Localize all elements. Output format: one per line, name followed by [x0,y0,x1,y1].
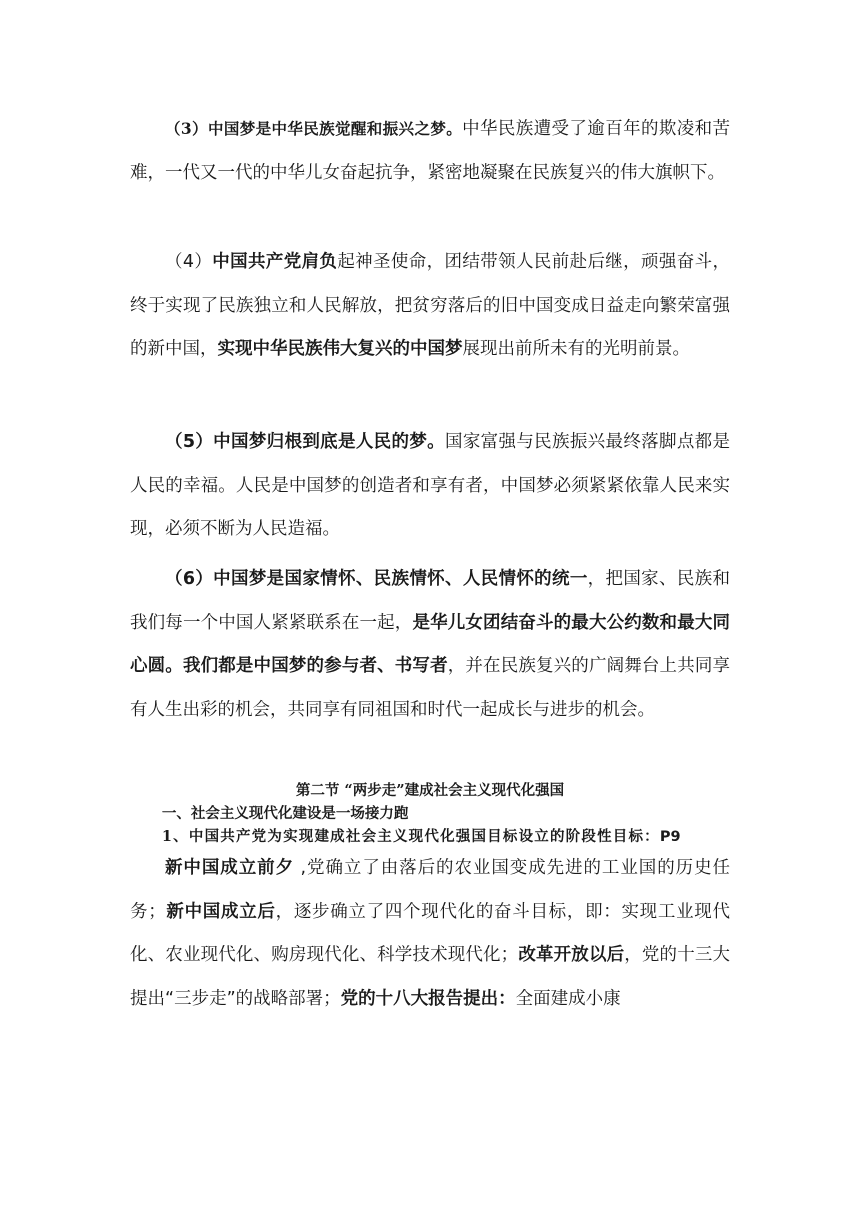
paragraph-7-bold-4: 党的十八大报告提出： [340,988,516,1009]
paragraph-6 [130,558,730,732]
section-title: 第二节 “两步走”建成社会主义现代化强国 [295,782,565,799]
paragraph-4 [130,241,730,372]
paragraph-6-bold-2: 是华儿女团结奋斗的最大公约数和最大同心圆。我们都是中国梦的参与者、书写者 [130,612,731,676]
paragraph-6-text-2: ，并在民族复兴的广阔舞台上共同享有人生出彩的机会，共同享有同祖国和时代一起成长与进步的机会。 [130,656,731,720]
paragraph-4-bold-2: 实现中华民族伟大复兴的中国梦 [217,339,463,359]
paragraph-5-text: 国家富强与民族振兴最终落脚点都是人民的幸福。人民是中国梦的创造者和享有者，中国梦必须紧紧依靠人民来实现，必须不断为人民造福。 [130,432,730,539]
subsection-subheading [130,826,730,848]
paragraph-7-text-3: ，党的十三大提出“三步走”的战略部署； [130,945,731,1009]
paragraph-4-text-2: 展现出前所未有的光明前景。 [462,339,690,359]
paragraph-7-bold-2: 新中国成立后 [165,901,276,922]
paragraph-4-bold-1: 中国共产党肩负 [212,252,338,272]
paragraph-4-number: （4） [165,252,213,272]
paragraph-5-bold: （5）中国梦归根到底是人民的梦。 [165,432,445,452]
paragraph-6-bold-1: （6）中国梦是国家情怀、民族情怀、人民情怀的统一 [165,569,588,589]
paragraph-7-bold-3: 改革开放以后 [518,945,625,965]
paragraph-3-text: 中华民族遭受了逾百年的欺凌和苦难，一代又一代的中华儿女奋起抗争，紧密地凝聚在民族复兴的伟大旗帜下。 [130,119,730,183]
paragraph-7-text-2: ，逐步确立了四个现代化的奋斗目标，即：实现工业现代化、农业现代化、购房现代化、科学技术现代化； [130,901,730,965]
paragraph-4-text-1: 起神圣使命，团结带领人民前赴后继，顽强奋斗，终于实现了民族独立和人民解放，把贫穷落后的旧中国变成日益走向繁荣富强的新中国， [130,252,731,359]
paragraph-7-text-1: ,党确立了由落后的农业国变成先进的工业国的历史任务； [130,858,731,922]
subheading-text: 1、中国共产党为实现建成社会主义现代化强国目标设立的阶段性目标： [161,828,660,845]
paragraph-6-text-1: ，把国家、民族和我们每一个中国人紧紧联系在一起， [130,569,730,633]
paragraph-7-text-4: 全面建成小康 [515,988,621,1009]
paragraph-3-lead: （3）中国梦是中华民族觉醒和振兴之梦。 [165,119,463,138]
paragraph-3 [130,107,730,195]
paragraph-5 [130,421,730,552]
paragraph-7-bold-1: 新中国成立前夕 [165,858,295,878]
subsection-heading: 一、社会主义现代化建设是一场接力跑 [161,805,409,822]
paragraph-7 [130,847,730,1021]
page-reference: P9 [659,829,681,845]
